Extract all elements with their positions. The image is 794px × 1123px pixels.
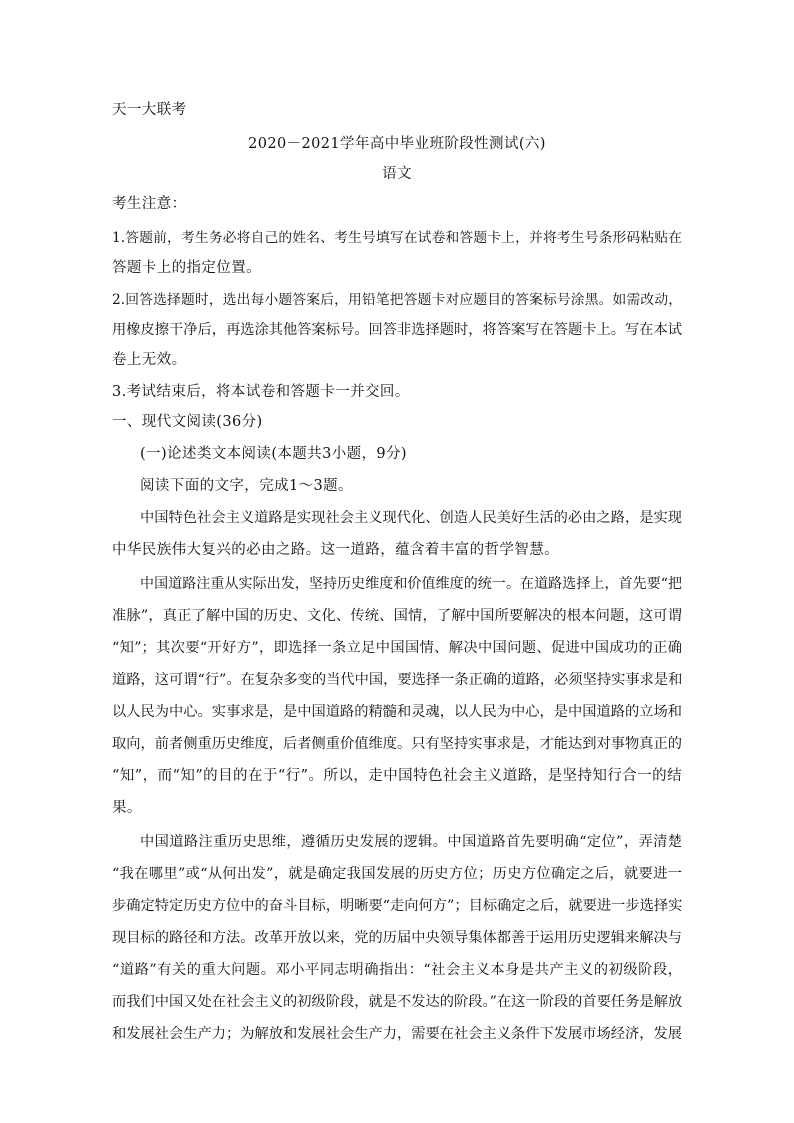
passage-p3-line-2: “我在哪里”或“从何出发”，就是确定我国发展的历史方位；历史方位确定之后，就要进一 — [112, 866, 682, 882]
org-name: 天一大联考 — [112, 102, 187, 118]
passage-p2-line-4: 道路，这可谓“行”。在复杂多变的当代中国，要选择一条正确的道路，必须坚持实事求是和 — [112, 672, 683, 688]
notice-item-3: 3.考试结束后，将本试卷和答题卡一并交回。 — [112, 384, 410, 400]
passage-p3-line-3: 步确定特定历史方位中的奋斗目标，明晰要“走向何方”；目标确定之后，就要进一步选择实 — [112, 898, 683, 914]
subsection-title: (一)论述类文本阅读(本题共3小题，9分) — [140, 446, 407, 462]
passage-p2-line-3: “知”；其次要“开好方”，即选择一条立足中国国情、解决中国问题、促进中国成功的正确 — [112, 640, 682, 656]
subject-title: 语文 — [382, 166, 412, 182]
passage-p3-line-7: 和发展社会生产力；为解放和发展社会生产力，需要在社会主义条件下发展市场经济，发展 — [112, 1026, 683, 1042]
exam-title: 2020－2021学年高中毕业班阶段性测试(六) — [248, 136, 546, 152]
passage-p2-line-7: “知”，而“知”的目的在于“行”。所以，走中国特色社会主义道路，是坚持知行合一的结 — [112, 768, 682, 784]
passage-p3-line-1: 中国道路注重历史思维，遵循历史发展的逻辑。中国道路首先要明确“定位”，弄清楚 — [140, 834, 682, 850]
instruction: 阅读下面的文字，完成1～3题。 — [140, 478, 353, 494]
notice-item-2-line-2: 用橡皮擦干净后，再选涂其他答案标号。回答非选择题时，将答案写在答题卡上。写在本试 — [112, 322, 683, 338]
section-title: 一、现代文阅读(36分) — [112, 414, 263, 430]
notice-item-1-line-1: 1.答题前，考生务必将自己的姓名、考生号填写在试卷和答题卡上，并将考生号条形码粘贴在 — [112, 230, 682, 246]
notice-heading: 考生注意： — [112, 196, 187, 212]
notice-item-2-line-1: 2.回答选择题时，选出每小题答案后，用铅笔把答题卡对应题目的答案标号涂黑。如需改动， — [112, 292, 682, 308]
passage-p3-line-6: 而我们中国又处在社会主义的初级阶段，就是不发达的阶段。”在这一阶段的首要任务是解放 — [112, 994, 683, 1010]
notice-item-1-line-2: 答题卡上的指定位置。 — [112, 260, 261, 276]
passage-p1-line-2: 中华民族伟大复兴的必由之路。这一道路，蕴含着丰富的哲学智慧。 — [112, 542, 559, 558]
notice-item-2-line-3: 卷上无效。 — [112, 352, 187, 368]
passage-p3-line-4: 现目标的路径和方法。改革开放以来，党的历届中央领导集体都善于运用历史逻辑来解决与 — [112, 930, 683, 946]
passage-p2-line-1: 中国道路注重从实际出发，坚持历史维度和价值维度的统一。在道路选择上，首先要“把 — [140, 576, 682, 592]
passage-p2-line-8: 果。 — [112, 800, 142, 816]
passage-p3-line-5: “道路”有关的重大问题。邓小平同志明确指出：“社会主义本身是共产主义的初级阶段， — [112, 962, 682, 978]
passage-p2-line-5: 以人民为中心。实事求是，是中国道路的精髓和灵魂，以人民为中心，是中国道路的立场和 — [112, 704, 683, 720]
passage-p1-line-1: 中国特色社会主义道路是实现社会主义现代化、创造人民美好生活的必由之路，是实现 — [140, 510, 682, 526]
passage-p2-line-2: 准脉”，真正了解中国的历史、文化、传统、国情，了解中国所要解决的根本问题，这可谓 — [112, 608, 682, 624]
passage-p2-line-6: 取向，前者侧重历史维度，后者侧重价值维度。只有坚持实事求是，才能达到对事物真正的 — [112, 736, 683, 752]
